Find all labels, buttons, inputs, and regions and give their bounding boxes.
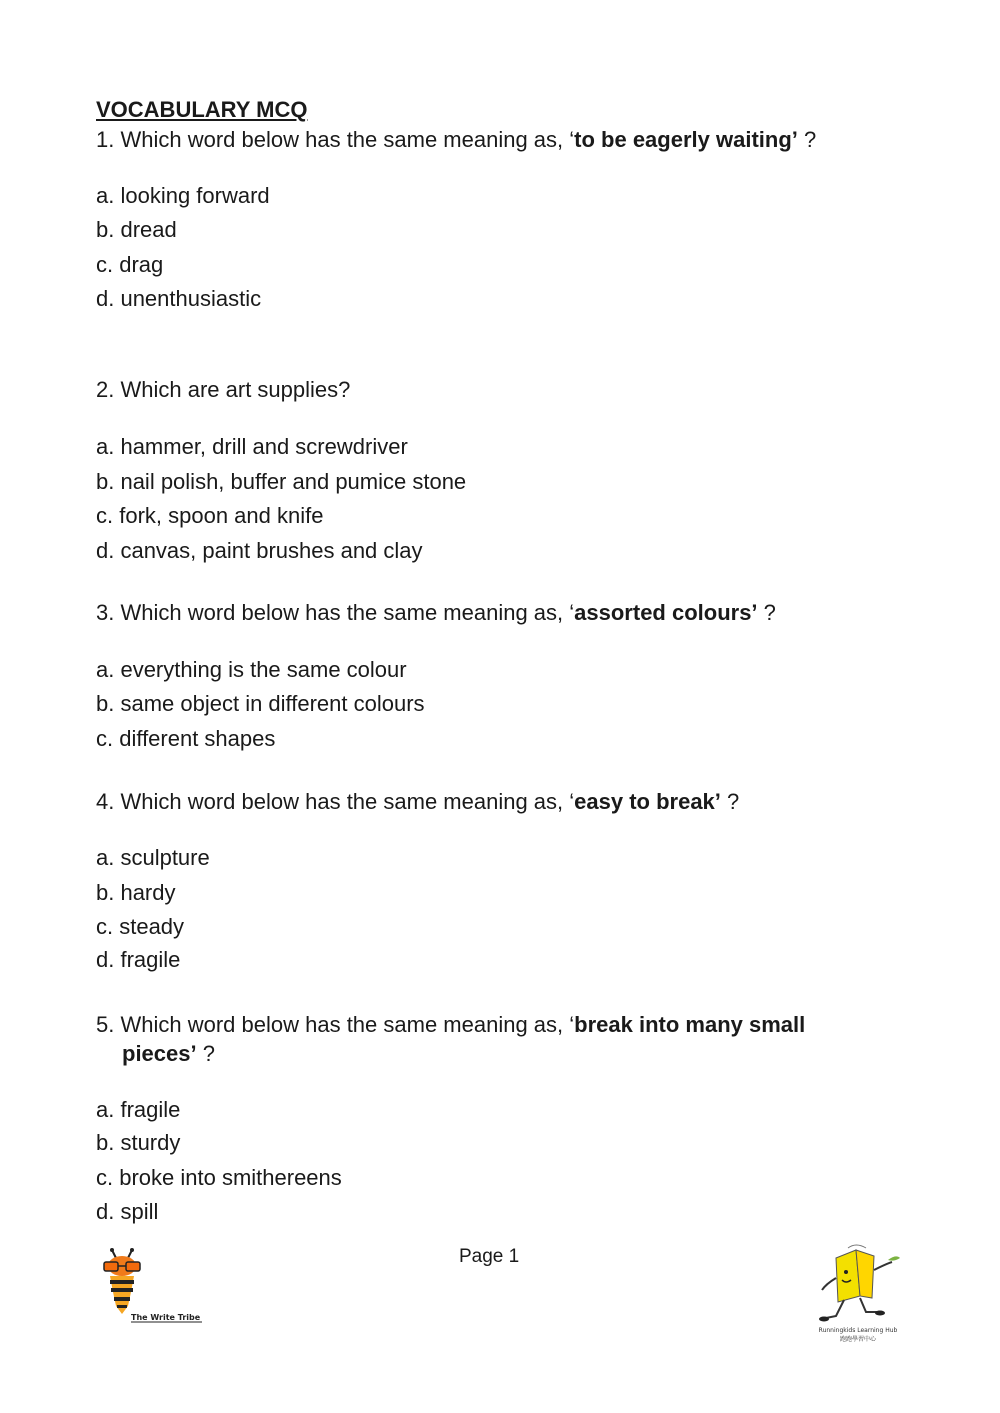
option-4d: d. fragile bbox=[96, 947, 181, 972]
question-1 bbox=[96, 125, 816, 154]
runningkids-logo-text: Runningkids Learning Hub bbox=[818, 1327, 898, 1334]
question-text: Which word below has the same meaning as, ‘ bbox=[120, 789, 575, 814]
option-5c: c. broke into smithereens bbox=[96, 1165, 342, 1190]
option-3c: c. different shapes bbox=[96, 726, 276, 751]
runningkids-logo bbox=[808, 1240, 908, 1350]
option-2c: c. fork, spoon and knife bbox=[96, 503, 324, 528]
question-number: 3. bbox=[96, 600, 115, 625]
question-keyword: break into many small bbox=[574, 1012, 806, 1037]
option-3a: a. everything is the same colour bbox=[96, 657, 407, 682]
write-tribe-logo bbox=[98, 1248, 208, 1328]
option-1d: d. unenthusiastic bbox=[96, 286, 262, 311]
question-keyword: assorted colours’ bbox=[574, 600, 758, 625]
write-tribe-logo-text: The Write Tribe bbox=[131, 1313, 201, 1322]
option-4a: a. sculpture bbox=[96, 845, 210, 870]
question-5 bbox=[96, 1010, 876, 1068]
question-4 bbox=[96, 787, 739, 816]
question-keyword: easy to break’ bbox=[574, 789, 721, 814]
bee-icon bbox=[104, 1248, 140, 1314]
question-suffix: ? bbox=[757, 600, 776, 625]
question-suffix: ? bbox=[196, 1041, 215, 1066]
option-5a: a. fragile bbox=[96, 1097, 181, 1122]
option-2a: a. hammer, drill and screwdriver bbox=[96, 434, 408, 459]
question-suffix: ? bbox=[797, 127, 817, 152]
question-number: 4. bbox=[96, 789, 115, 814]
question-number: 1. bbox=[96, 127, 115, 152]
question-text: Which word below has the same meaning as, ‘ bbox=[120, 127, 575, 152]
option-4b: b. hardy bbox=[96, 880, 176, 905]
question-number: 2. bbox=[96, 377, 115, 402]
running-book-icon bbox=[819, 1245, 900, 1322]
option-3b: b. same object in different colours bbox=[96, 691, 425, 716]
option-5b: b. sturdy bbox=[96, 1130, 181, 1155]
question-text: Which are art supplies? bbox=[120, 377, 351, 402]
question-suffix: ? bbox=[720, 789, 740, 814]
option-2d: d. canvas, paint brushes and clay bbox=[96, 538, 423, 563]
option-1b: b. dread bbox=[96, 217, 177, 242]
page-number: Page 1 bbox=[459, 1246, 520, 1267]
option-5d: d. spill bbox=[96, 1199, 159, 1224]
question-2 bbox=[96, 375, 350, 404]
option-1c: c. drag bbox=[96, 252, 164, 277]
option-2b: b. nail polish, buffer and pumice stone bbox=[96, 469, 467, 494]
runningkids-logo-subtext: 跑跑學習中心 bbox=[839, 1336, 877, 1343]
option-4c: c. steady bbox=[96, 914, 185, 939]
question-3 bbox=[96, 598, 776, 627]
page-title: VOCABULARY MCQ bbox=[96, 97, 308, 122]
question-number: 5. bbox=[96, 1012, 115, 1037]
question-keyword-continued: pieces’ bbox=[122, 1041, 197, 1066]
question-text: Which word below has the same meaning as, ‘ bbox=[120, 600, 575, 625]
option-1a: a. looking forward bbox=[96, 183, 270, 208]
question-text: Which word below has the same meaning as, ‘ bbox=[120, 1012, 575, 1037]
question-keyword: to be eagerly waiting’ bbox=[574, 127, 798, 152]
